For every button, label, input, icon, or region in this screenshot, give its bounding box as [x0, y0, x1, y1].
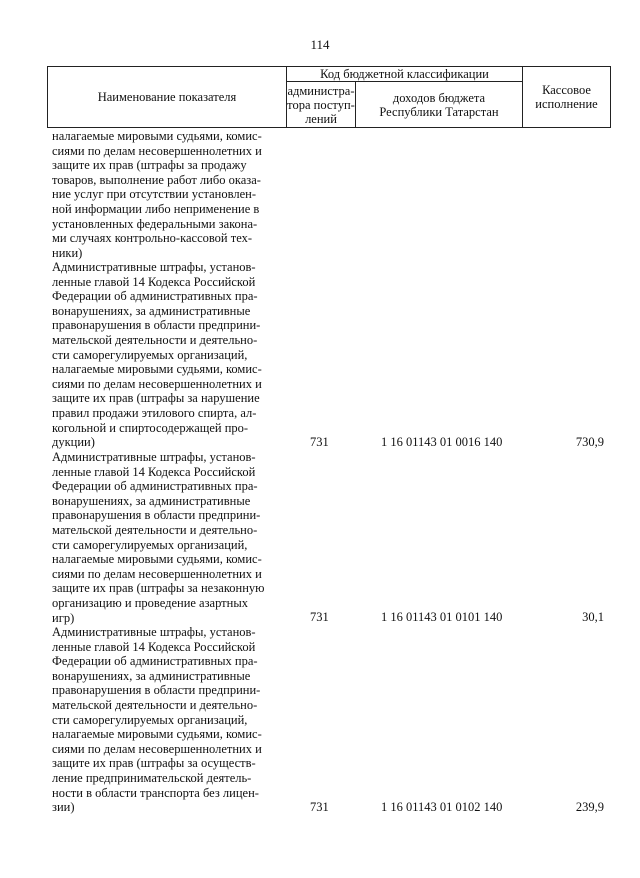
- row-revenue-code: 1 16 01143 01 0016 140: [381, 435, 503, 449]
- row-description: налагаемые мировыми судьями, комис- сиями по делам несовершеннолетних и защите их прав (штрафы за продажу товаров, выполнение работ либо оказа- ние услуг при отсутствии установлен- ной информации либо неприменение в установленных федеральными закона- ми случаях контрольно-кассовой тех- ники): [52, 129, 262, 260]
- header-budget-revenues-text: доходов бюджета Республики Татарстан: [379, 90, 499, 119]
- header-budget-classification-code-text: Код бюджетной классификации: [320, 67, 489, 81]
- header-indicator-name-text: Наименование показателя: [97, 90, 237, 104]
- header-budget-classification-code: [286, 66, 523, 82]
- page-number: 114: [310, 37, 330, 52]
- row-revenue-code: 1 16 01143 01 0102 140: [381, 800, 503, 814]
- row-cash-execution: 239,9: [575, 800, 604, 814]
- row-cash-execution: 30,1: [582, 610, 604, 624]
- row-admin-code: 731: [310, 800, 329, 814]
- row-cash-execution: 730,9: [575, 435, 604, 449]
- header-budget-revenues: [355, 81, 523, 128]
- header-revenue-administrator-text: администра- тора поступ- лений: [287, 83, 355, 126]
- row-revenue-code: 1 16 01143 01 0101 140: [381, 610, 503, 624]
- header-cash-execution-text: Кассовое исполнение: [535, 83, 598, 111]
- header-indicator-name: [47, 66, 287, 128]
- row-description: Административные штрафы, установ- ленные главой 14 Кодекса Российской Федерации об административных пра- вонарушениях, за административные правонарушения в области предприни- мательской деятельности и деятельно- сти саморегулируемых организаций, налагаемые мировыми судьями, комис- сиями по делам несовершеннолетних и защите их прав (штрафы за нарушение правил продажи этилового спирта, ал- когольной и спиртосодержащей про- дукции): [52, 260, 262, 450]
- row-admin-code: 731: [310, 610, 329, 624]
- row-description: Административные штрафы, установ- ленные главой 14 Кодекса Российской Федерации об административных пра- вонарушениях, за административные правонарушения в области предприни- мательской деятельности и деятельно- сти саморегулируемых организаций, налагаемые мировыми судьями, комис- сиями по делам несовершеннолетних и защите их прав (штрафы за осуществ- ление предпринимательской деятель- ности в области транспорта без лицен- зии): [52, 625, 262, 815]
- row-admin-code: 731: [310, 435, 329, 449]
- header-revenue-administrator: [286, 81, 356, 128]
- header-cash-execution: [522, 66, 611, 128]
- row-description: Административные штрафы, установ- ленные главой 14 Кодекса Российской Федерации об административных пра- вонарушениях, за административные правонарушения в области предприни- мательской деятельности и деятельно- сти саморегулируемых организаций, налагаемые мировыми судьями, комис- сиями по делам несовершеннолетних и защите их прав (штрафы за незаконную организацию и проведение азартных игр): [52, 450, 265, 625]
